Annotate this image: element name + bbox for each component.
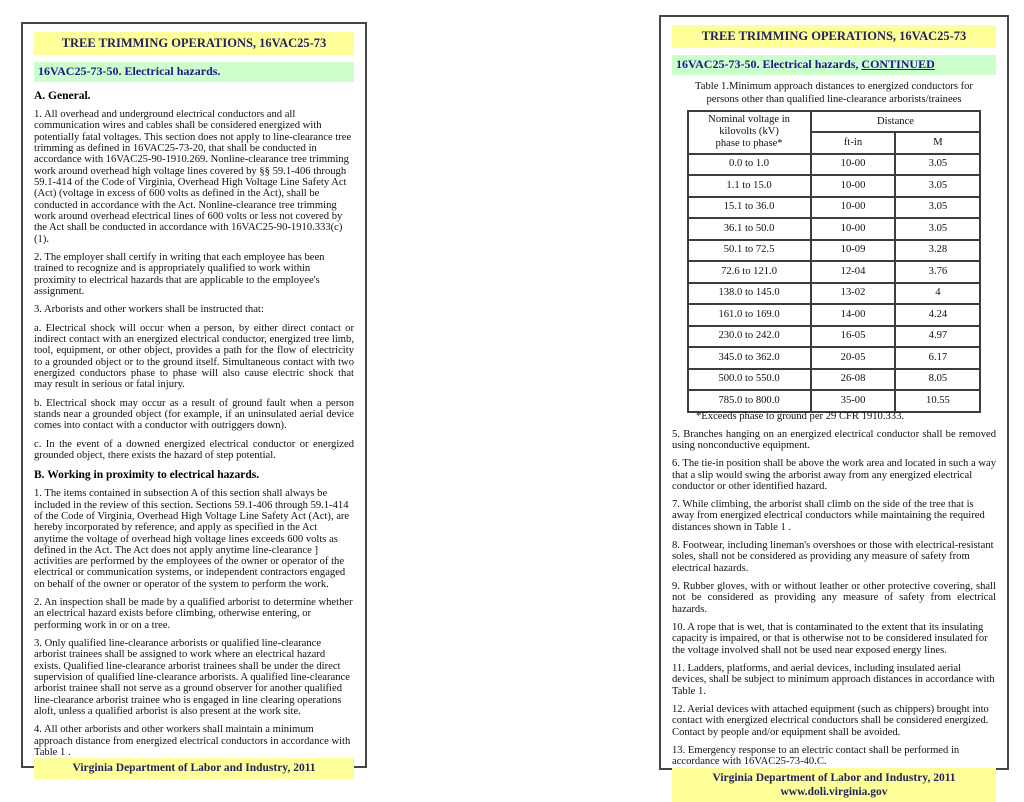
table-cell-ftin: 26-08 xyxy=(811,369,896,391)
table-cell-voltage: 138.0 to 145.0 xyxy=(688,283,811,305)
right-page-panel xyxy=(659,15,1009,799)
page-title-banner xyxy=(672,25,996,48)
table-row xyxy=(688,197,981,219)
paragraph-8: 8. Footwear, including lineman's overshoes or those with electrical-resistant soles, shall not be considered as providing any measure of safety from electrical hazards. xyxy=(672,540,994,574)
table-cell-voltage: 161.0 to 169.0 xyxy=(688,304,811,326)
table-row xyxy=(688,347,981,369)
distance-group-header: Distance xyxy=(811,111,981,132)
table-cell-ftin: 14-00 xyxy=(811,304,896,326)
table-row xyxy=(688,175,981,197)
table-cell-meters: 10.55 xyxy=(895,390,980,412)
paragraph-11: 11. Ladders, platforms, and aerial devices, including insulated aerial devices, shall be subject to minimum approach distances in accordance with Table 1. xyxy=(672,663,995,697)
table-cell-ftin: 10-00 xyxy=(811,175,896,197)
paragraph-6: 6. The tie-in position shall be above the work area and located in such a way that a slip would swing the arborist away from any energized electrical conductor or other identified hazard. xyxy=(672,458,996,492)
paragraph-a2: 2. The employer shall certify in writing that each employee has been trained to recognize and is appropriately qualified to work within proximity to electrical hazards that are applicable to the employee's assignment. xyxy=(34,251,325,297)
table-cell-ftin: 10-00 xyxy=(811,154,896,176)
left-footer-banner xyxy=(34,758,354,778)
table-row xyxy=(688,283,981,305)
paragraph-12: 12. Aerial devices with attached equipment (such as chippers) brought into contact with energized electrical conductors shall be considered energized. Contact by people and/or equipment shall be avoided. xyxy=(672,704,989,738)
voltage-column-header xyxy=(688,111,811,154)
table-row xyxy=(688,326,981,348)
voltage-header-line3: phase to phase* xyxy=(715,138,783,150)
table-cell-ftin: 35-00 xyxy=(811,390,896,412)
table-cell-voltage: 0.0 to 1.0 xyxy=(688,154,811,176)
paragraph-a3a: a. Electrical shock will occur when a person, by either direct contact or indirect contact with an energized electrical conductor, energized tree limb, tool, equipment, or other object, provides a path for the flow of electricity to a grounded object or to the ground itself. Simultaneous contact with two energized conductors phase to phase will also cause electric shock that may result in serious or fatal injury. xyxy=(34,322,354,391)
table-cell-voltage: 345.0 to 362.0 xyxy=(688,347,811,369)
table-footnote: *Exceeds phase to ground per 29 CFR 1910.333. xyxy=(696,410,905,422)
section-a-heading: A. General. xyxy=(34,90,91,102)
ftin-column-header: ft-in xyxy=(811,132,896,153)
meters-column-header: M xyxy=(895,132,980,153)
table-cell-voltage: 15.1 to 36.0 xyxy=(688,197,811,219)
table-cell-meters: 8.05 xyxy=(895,369,980,391)
table-cell-meters: 3.28 xyxy=(895,240,980,262)
table-cell-voltage: 230.0 to 242.0 xyxy=(688,326,811,348)
voltage-header-line1: Nominal voltage in xyxy=(708,114,790,125)
table-cell-voltage: 1.1 to 15.0 xyxy=(688,175,811,197)
section-title-bar xyxy=(34,62,354,82)
table-cell-voltage: 72.6 to 121.0 xyxy=(688,261,811,283)
table-row xyxy=(688,154,981,176)
table-cell-meters: 3.05 xyxy=(895,154,980,176)
paragraph-7: 7. While climbing, the arborist shall climb on the side of the tree that is away from energized electrical conductors while maintaining the required distances shown in Table 1 . xyxy=(672,499,985,533)
right-footer-banner xyxy=(672,768,996,802)
page-title: TREE TRIMMING OPERATIONS, 16VAC25-73 xyxy=(701,29,967,43)
table-row xyxy=(688,240,981,262)
section-title: 16VAC25-73-50. Electrical hazards, xyxy=(676,57,862,71)
table-row xyxy=(688,304,981,326)
paragraph-a3: 3. Arborists and other workers shall be instructed that: xyxy=(34,304,264,316)
footer-line1: Virginia Department of Labor and Industry, 2011 xyxy=(712,771,956,784)
paragraph-a3c: c. In the event of a downed energized electrical conductor or energized grounded object, there exists the hazard of step potential. xyxy=(34,438,354,461)
table-cell-voltage: 50.1 to 72.5 xyxy=(688,240,811,262)
table-cell-ftin: 10-00 xyxy=(811,197,896,219)
paragraph-b4: 4. All other arborists and other workers shall maintain a minimum approach distance from energized electrical conductors in accordance with Table 1 . xyxy=(34,724,351,759)
table-cell-meters: 3.05 xyxy=(895,218,980,240)
table-row xyxy=(688,218,981,240)
approach-distance-table xyxy=(687,110,982,407)
table-cell-meters: 4 xyxy=(895,283,980,305)
table-row xyxy=(688,261,981,283)
paragraph-b1: 1. The items contained in subsection A of this section shall always be included in the review of this section. Sections 59.1-406 through 59.1-414 of the Code of Virginia, Overhead High Voltage Line Safety Act (Act), are hereby incorporated by reference, and apply as specified in the Act anytime the voltage of overhead high voltage lines exceeds 600 volts as defined in the Act. The Act does not apply anytime line-clearance ] activities are performed by the employees of the owner or operator of the electrical or communication systems, or independent contractors engaged on behalf of the owner or operator of the system to perform the work. xyxy=(34,488,350,590)
voltage-header-line2: kilovolts (kV) xyxy=(719,126,779,138)
table-cell-meters: 6.17 xyxy=(895,347,980,369)
paragraph-13: 13. Emergency response to an electric contact shall be performed in accordance with 16VAC25-73-40.C. xyxy=(672,745,960,768)
paragraph-10: 10. A rope that is wet, that is contaminated to the extent that its insulating capacity is impaired, or that is otherwise not to be considered insulated for the voltage involved shall not be used near exposed energy lines. xyxy=(672,622,988,656)
table-cell-ftin: 20-05 xyxy=(811,347,896,369)
paragraph-9: 9. Rubber gloves, with or without leather or other protective covering, shall not be considered as providing any measure of safety from electrical hazards. xyxy=(672,581,996,615)
table-cell-meters: 3.76 xyxy=(895,261,980,283)
table-cell-ftin: 16-05 xyxy=(811,326,896,348)
table-cell-ftin: 10-09 xyxy=(811,240,896,262)
table-cell-meters: 4.97 xyxy=(895,326,980,348)
table-cell-ftin: 10-00 xyxy=(811,218,896,240)
table-caption xyxy=(672,81,996,106)
table-cell-voltage: 785.0 to 800.0 xyxy=(688,390,811,412)
table-caption-line2: persons other than qualified line-clearance arborists/trainees xyxy=(706,93,962,105)
paragraph-b3: 3. Only qualified line-clearance arborists or qualified line-clearance arborist trainees shall be assigned to work where an electrical hazard exists. Qualified line-clearance arborist trainees shall be under the direct supervision of qualified line-clearance arborists. A qualified line-clearance arborist trainee shall not serve as a ground observer for another qualified line-clearance arborist trainee who is engaged in line clearing operations aloft, unless a qualified arborist is also present at the work site. xyxy=(34,638,350,718)
table-row xyxy=(688,369,981,391)
section-title-continued: CONTINUED xyxy=(861,57,935,71)
page-title: TREE TRIMMING OPERATIONS, 16VAC25-73 xyxy=(61,36,327,50)
page-title-banner xyxy=(34,32,354,55)
table-cell-ftin: 13-02 xyxy=(811,283,896,305)
paragraph-a1: 1. All overhead and underground electrical conductors and all communication wires and cables shall be considered energized with potentially fatal voltages. This section does not apply to line-clearance tree trimming as defined in 16VAC25-73-20, that shall be conducted in accordance with 16VAC25-90-1910.269. Nonline-clearance tree trimming work around overhead high voltage lines covered by §§ 59.1-406 through 59.1-414 of the Code of Virginia, Overhead High Voltage Line Safety Act (Act) (voltage in excess of 600 volts as defined in the Act), shall be conducted in accordance with the Act. Nonline-clearance tree trimming work around overhead electrical lines of 600 volts or less not covered by the Act shall be conducted in accordance with 16VAC25-90-1910.333(c)(1). xyxy=(34,109,352,245)
table-cell-voltage: 36.1 to 50.0 xyxy=(688,218,811,240)
table-header-row xyxy=(688,111,981,132)
paragraph-5: 5. Branches hanging on an energized electrical conductor shall be removed using nonconductive equipment. xyxy=(672,428,996,451)
table-cell-meters: 3.05 xyxy=(895,197,980,219)
section-b-heading: B. Working in proximity to electrical hazards. xyxy=(34,469,260,482)
table-cell-ftin: 12-04 xyxy=(811,261,896,283)
left-page-panel xyxy=(21,22,367,775)
footer-text: Virginia Department of Labor and Industry, 2011 xyxy=(72,762,316,775)
table-cell-meters: 4.24 xyxy=(895,304,980,326)
table-cell-meters: 3.05 xyxy=(895,175,980,197)
paragraph-b2: 2. An inspection shall be made by a qualified arborist to determine whether an electrical hazard exists before climbing, otherwise entering, or performing work in or on a tree. xyxy=(34,597,353,631)
footer-line2: www.doli.virginia.gov xyxy=(780,786,888,799)
section-title-bar xyxy=(672,55,996,75)
table-row xyxy=(688,390,981,412)
table-caption-line1: Table 1.Minimum approach distances to energized conductors for xyxy=(695,81,973,92)
table-cell-voltage: 500.0 to 550.0 xyxy=(688,369,811,391)
section-title: 16VAC25-73-50. Electrical hazards. xyxy=(38,64,221,78)
paragraph-a3b: b. Electrical shock may occur as a result of ground fault when a person stands near a grounded object (for example, if an uninsulated aerial device comes into contact with a conductor with outriggers down). xyxy=(34,397,354,432)
